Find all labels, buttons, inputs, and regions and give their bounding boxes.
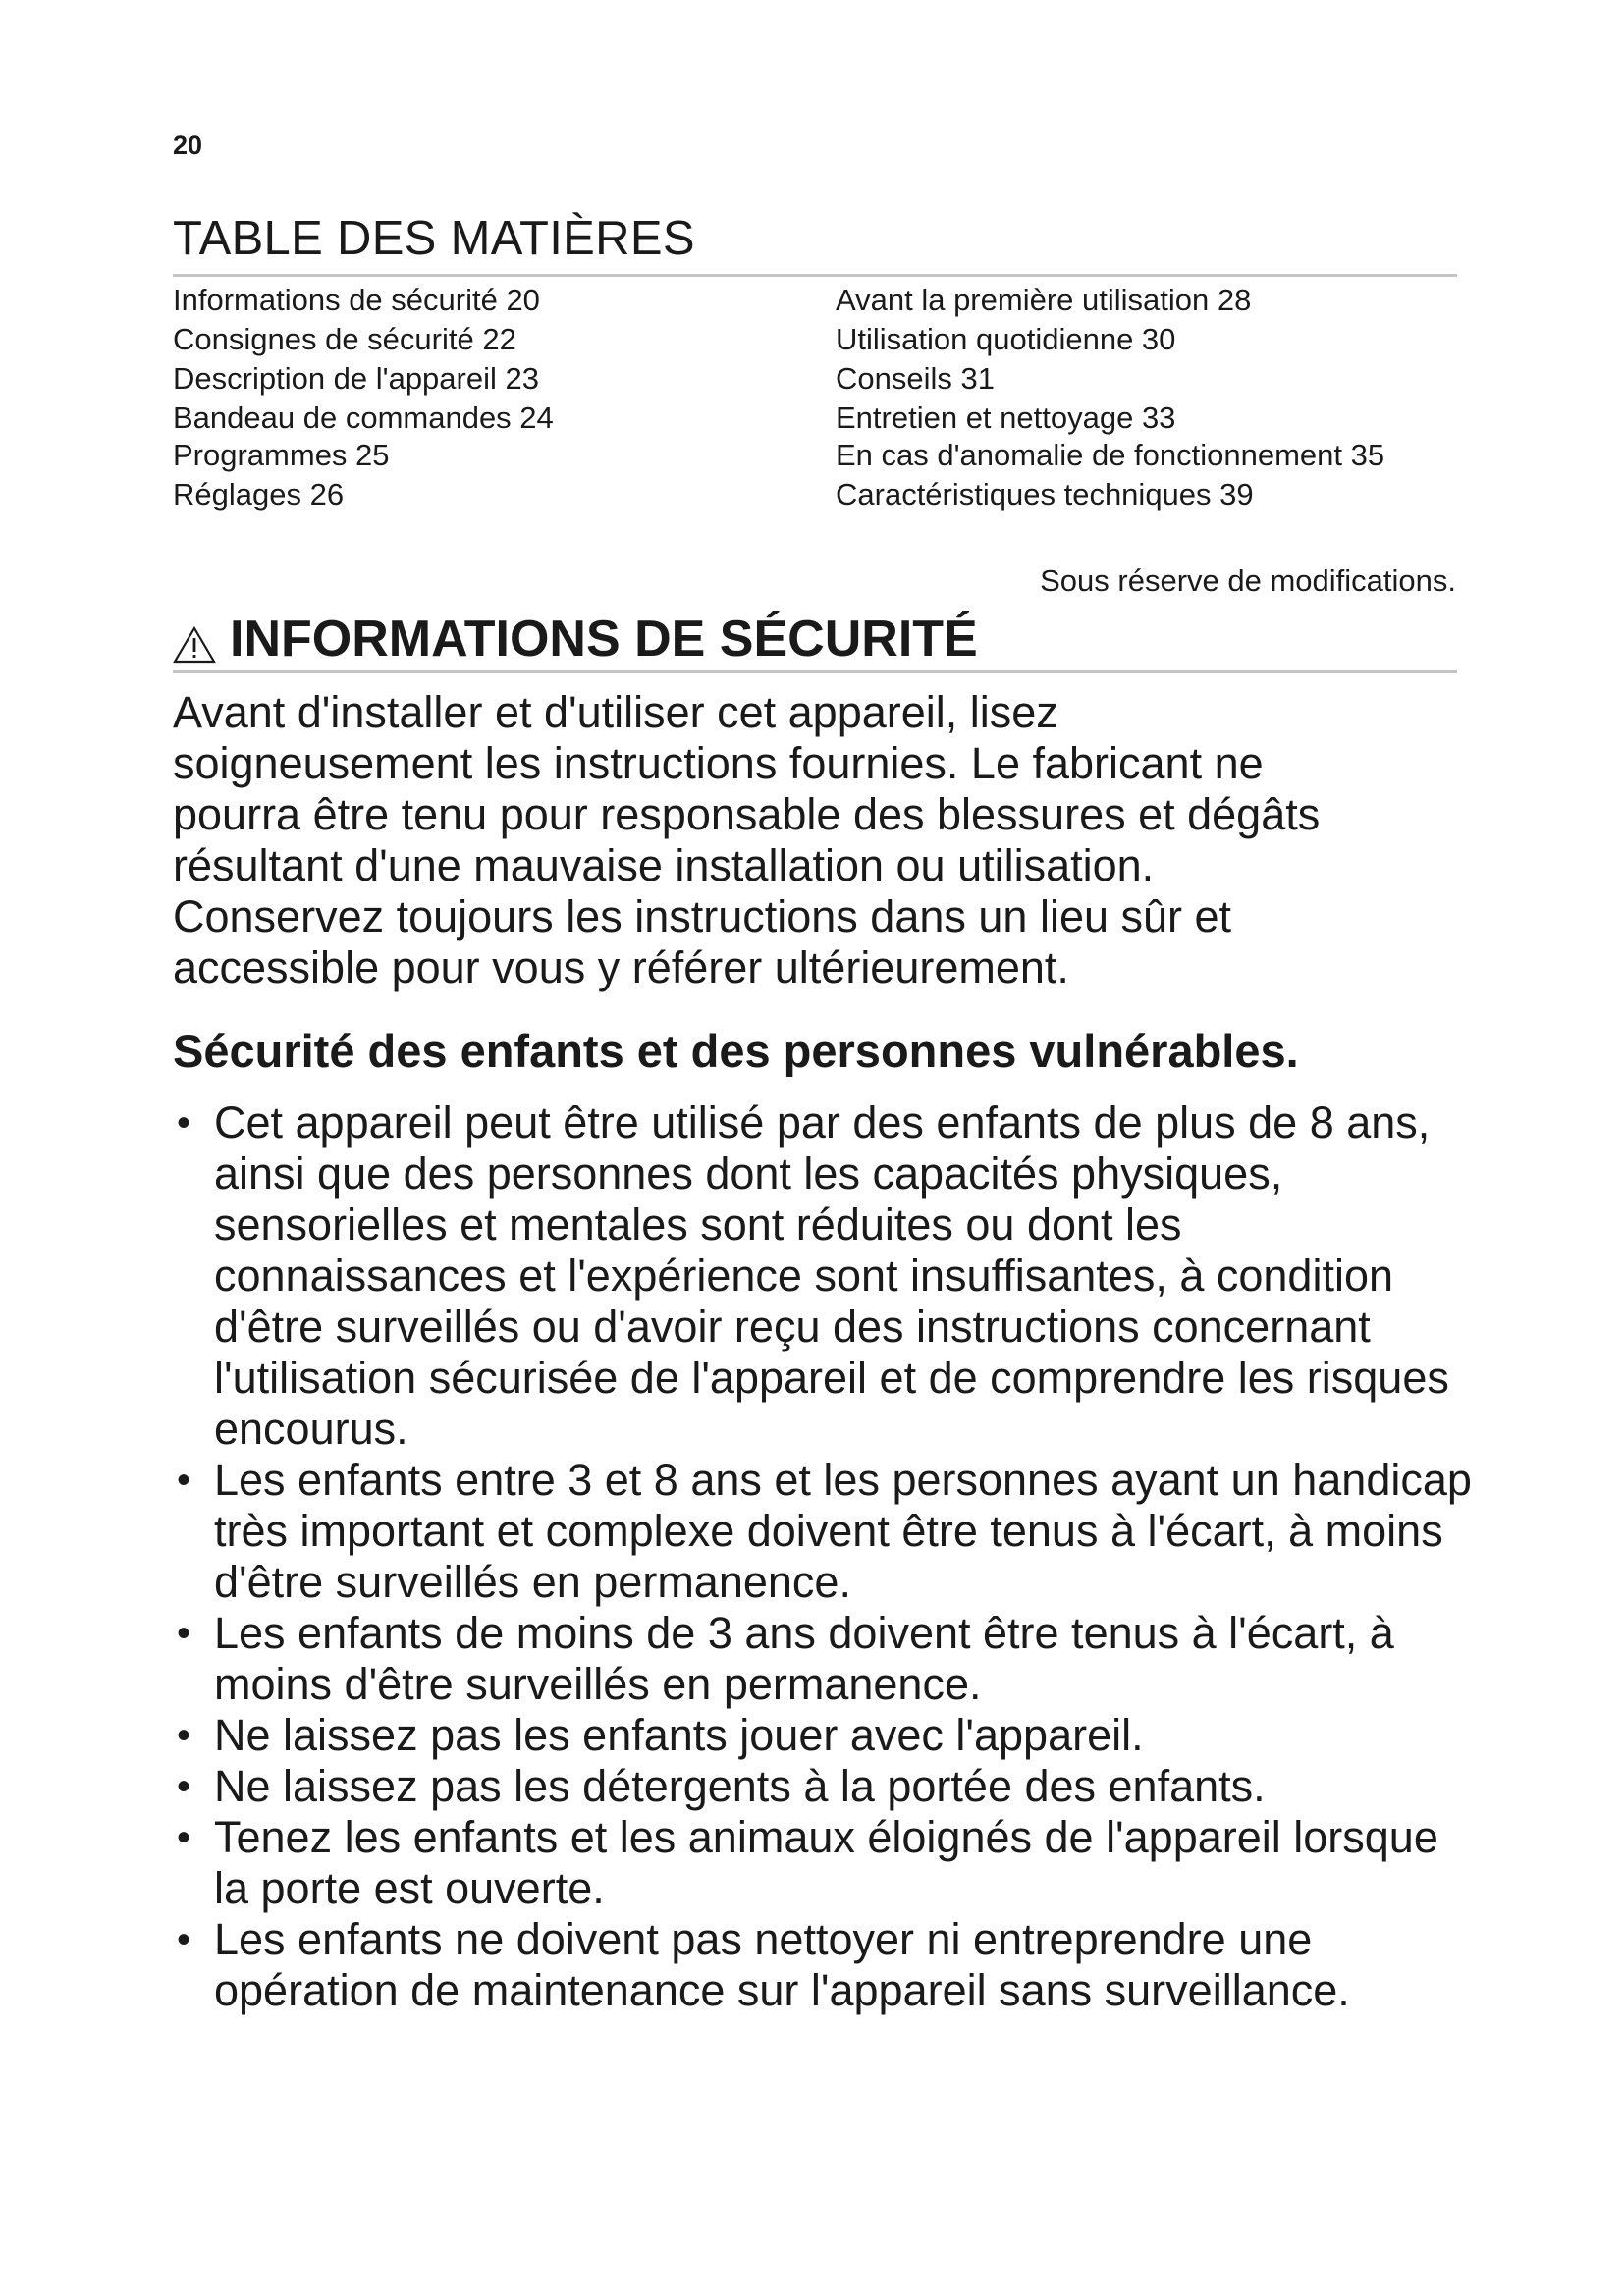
list-item xyxy=(173,1812,1479,1914)
list-item-text: Les enfants entre 3 et 8 ans et les personnes ayant un handicap très important et complexe doivent être tenus à l'écart, à moins d'être surveillés en permanence. xyxy=(214,1455,1472,1607)
bullet-icon: • xyxy=(176,1918,190,1961)
modification-notice: Sous réserve de modifications. xyxy=(1040,563,1456,598)
bullet-icon: • xyxy=(176,1459,190,1502)
safety-heading-text: INFORMATIONS DE SÉCURITÉ xyxy=(230,611,978,667)
toc-item: Programmes 25 xyxy=(173,438,390,472)
list-item xyxy=(173,1761,1479,1812)
list-item xyxy=(173,1914,1479,2016)
page-number: 20 xyxy=(173,131,203,160)
children-safety-heading: Sécurité des enfants et des personnes vulnérables. xyxy=(173,1025,1299,1077)
intro-line: pourra être tenu pour responsable des blessures et dégâts xyxy=(173,789,1321,839)
toc-item: Réglages 26 xyxy=(173,477,345,511)
list-item xyxy=(173,1608,1479,1710)
toc-item: Informations de sécurité 20 xyxy=(173,283,540,317)
list-item xyxy=(173,1710,1479,1761)
toc-heading: TABLE DES MATIÈRES xyxy=(173,212,695,265)
list-item-text: Ne laissez pas les détergents à la portée des enfants. xyxy=(214,1761,1266,1811)
toc-item: En cas d'anomalie de fonctionnement 35 xyxy=(836,438,1385,472)
warning-triangle-icon xyxy=(173,617,216,657)
bullet-icon: • xyxy=(176,1816,190,1859)
list-item xyxy=(173,1455,1479,1608)
toc-item: Consignes de sécurité 22 xyxy=(173,322,516,356)
intro-line: résultant d'une mauvaise installation ou utilisation. xyxy=(173,840,1155,890)
intro-line: Conservez toujours les instructions dans un lieu sûr et xyxy=(173,891,1232,941)
list-item-text: Les enfants ne doivent pas nettoyer ni entreprendre une opération de maintenance sur l'appareil sans surveillance. xyxy=(214,1914,1350,2015)
intro-paragraph xyxy=(173,687,1469,993)
toc-item: Entretien et nettoyage 33 xyxy=(836,400,1176,435)
toc-left-column xyxy=(173,281,801,514)
bullet-icon: • xyxy=(176,1612,190,1655)
toc-item: Avant la première utilisation 28 xyxy=(836,283,1252,317)
toc-item: Conseils 31 xyxy=(836,361,995,396)
intro-line: Avant d'installer et d'utiliser cet appareil, lisez xyxy=(173,687,1058,737)
safety-divider xyxy=(173,670,1457,673)
bullet-icon: • xyxy=(176,1101,190,1145)
intro-line: accessible pour vous y référer ultérieurement. xyxy=(173,942,1069,992)
intro-line: soigneusement les instructions fournies. Le fabricant ne xyxy=(173,738,1264,788)
toc-item: Description de l'appareil 23 xyxy=(173,361,539,396)
bullet-icon: • xyxy=(176,1765,190,1808)
list-item-text: Tenez les enfants et les animaux éloignés de l'appareil lorsque la porte est ouverte. xyxy=(214,1812,1438,1913)
toc-item: Utilisation quotidienne 30 xyxy=(836,322,1176,356)
toc-right-column xyxy=(836,281,1464,514)
safety-heading xyxy=(173,609,978,669)
children-safety-list xyxy=(173,1097,1479,2016)
list-item xyxy=(173,1097,1479,1455)
toc-item: Caractéristiques techniques 39 xyxy=(836,477,1254,511)
bullet-icon: • xyxy=(176,1714,190,1757)
toc-divider xyxy=(173,274,1457,277)
list-item-text: Les enfants de moins de 3 ans doivent être tenus à l'écart, à moins d'être surveillés en permanence. xyxy=(214,1608,1394,1709)
list-item-text: Ne laissez pas les enfants jouer avec l'appareil. xyxy=(214,1710,1144,1760)
list-item-text: Cet appareil peut être utilisé par des enfants de plus de 8 ans, ainsi que des personnes dont les capacités physiques, sensorielles et mentales sont réduites ou dont les connaissances et l'expérience sont insuffisantes, à condition d'être surveillés ou d'avoir reçu des instructions concernant l'utilisation sécurisée de l'appareil et de comprendre les risques encourus. xyxy=(214,1097,1449,1454)
toc-item: Bandeau de commandes 24 xyxy=(173,400,554,435)
